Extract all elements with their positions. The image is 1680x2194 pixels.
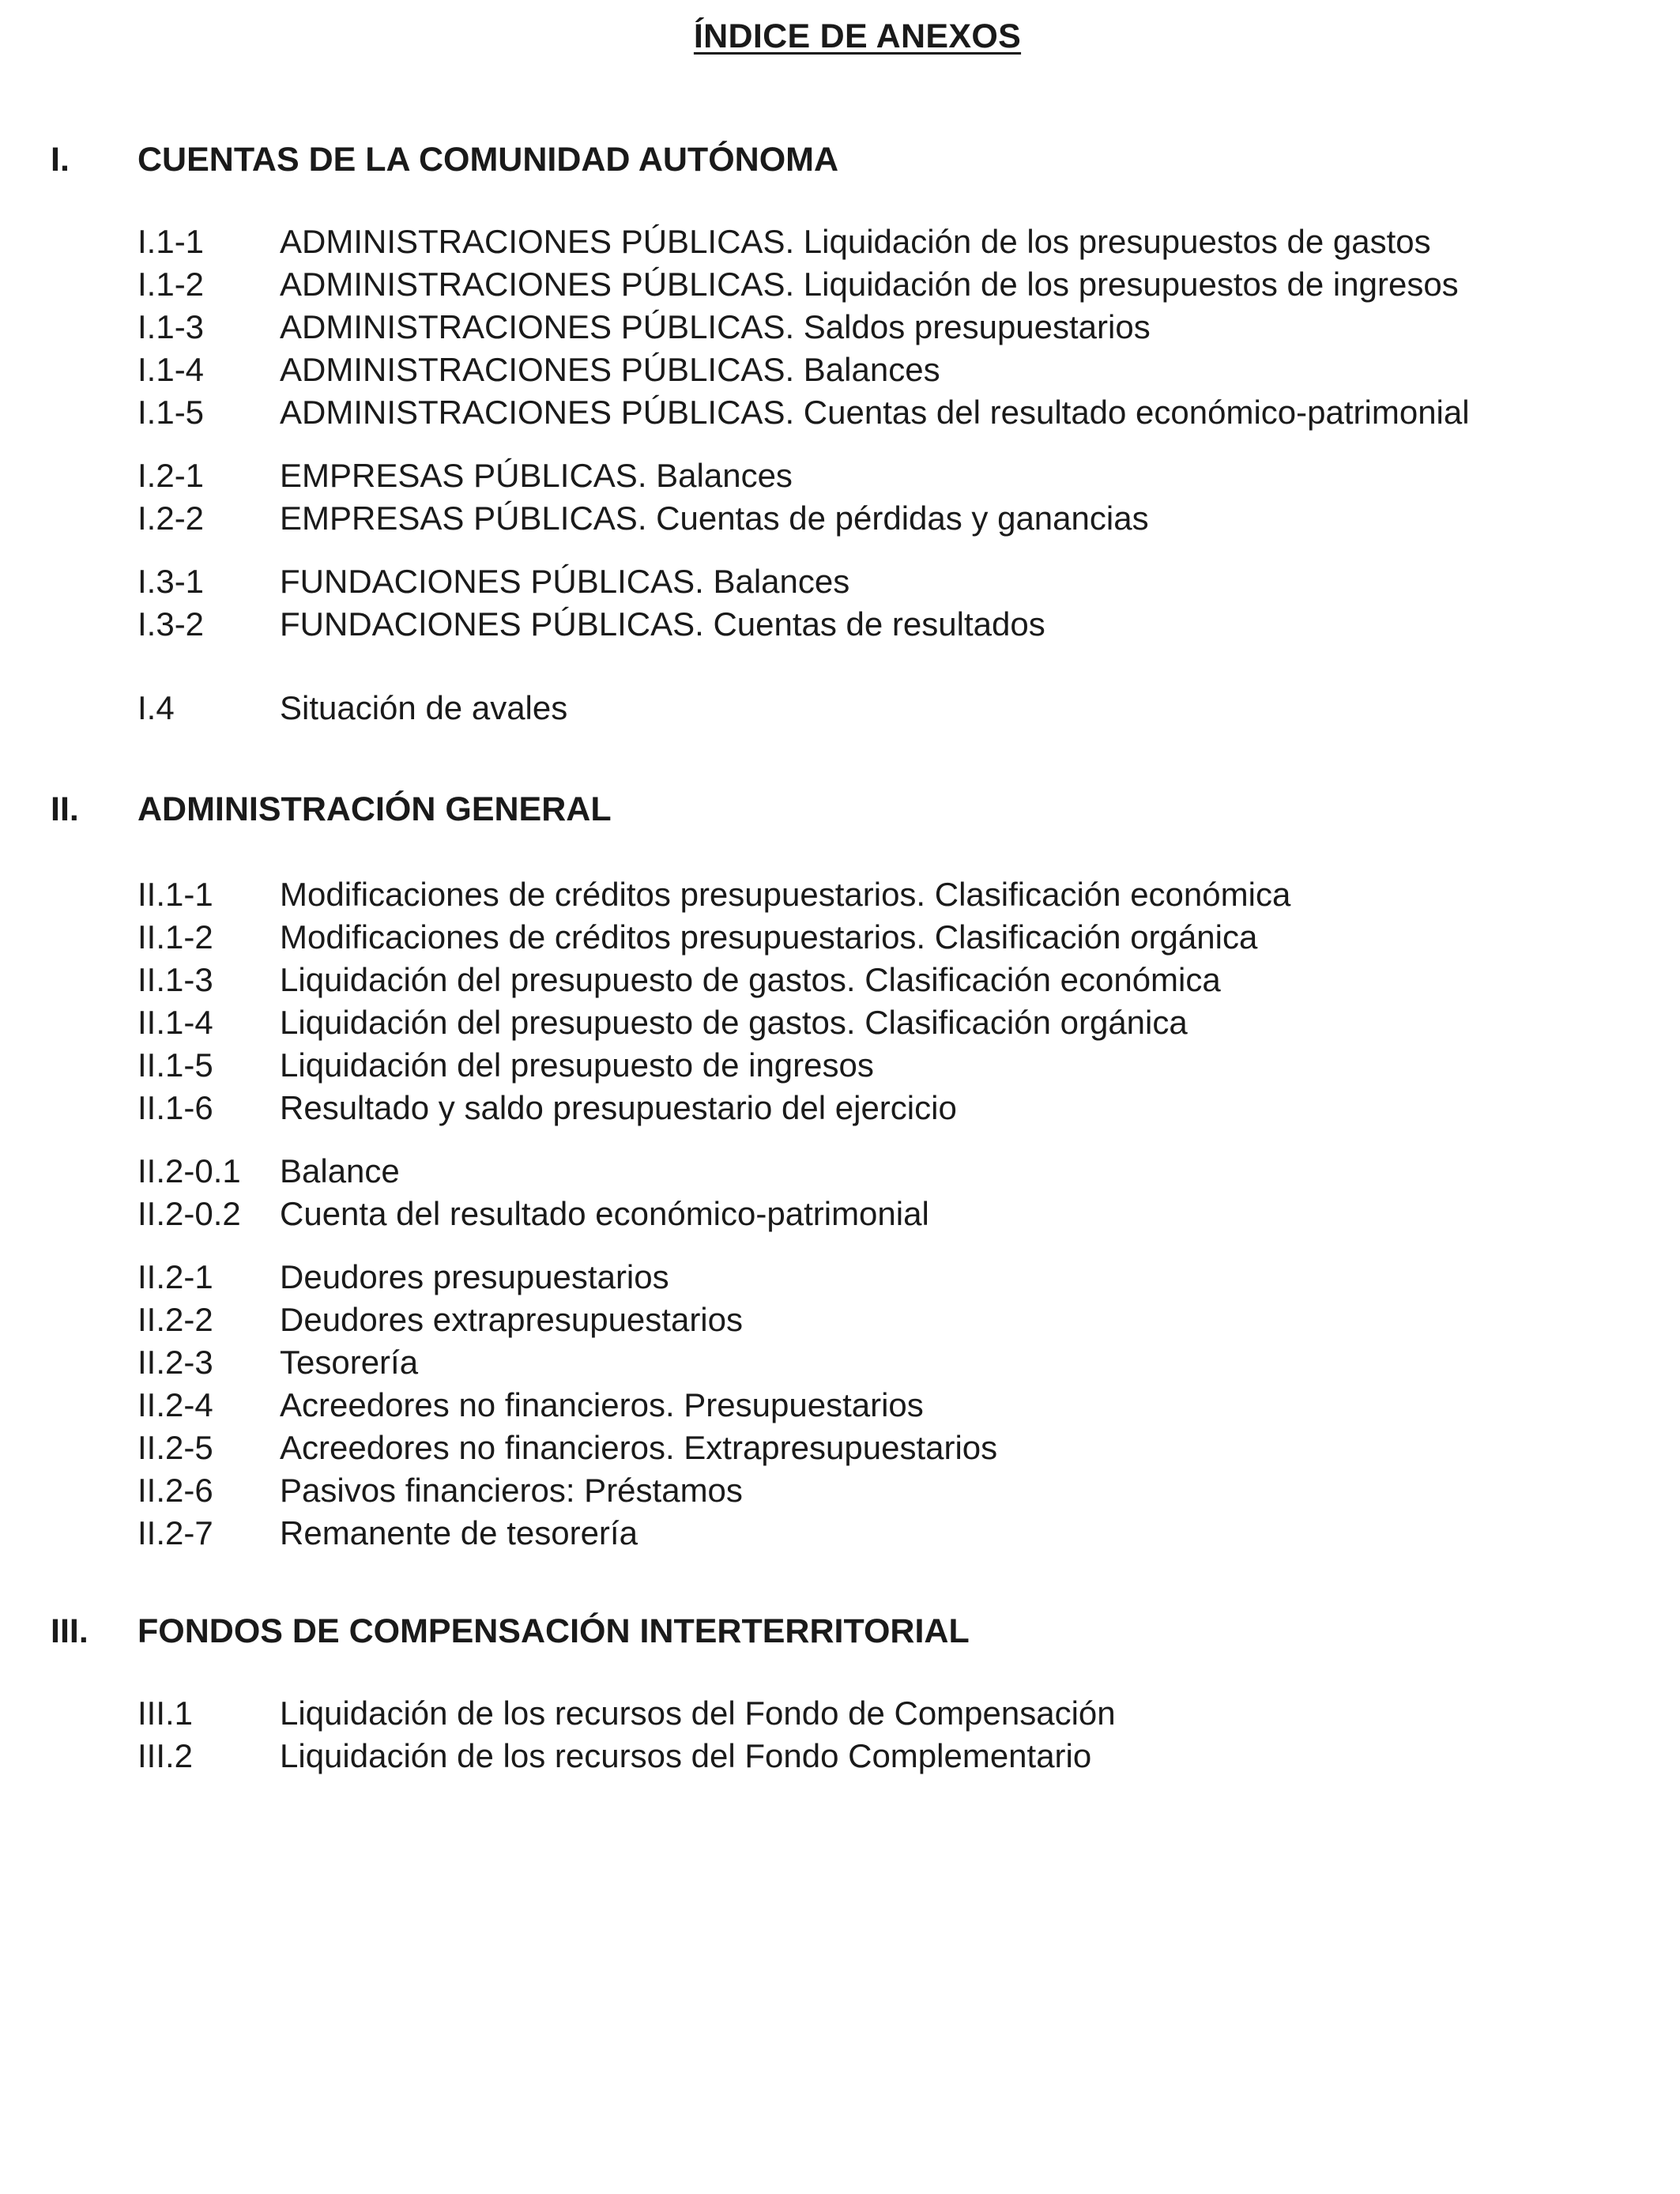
- annex-code: II.1-1: [137, 876, 213, 913]
- annex-code: I.1-3: [137, 308, 205, 345]
- annex-text: Balance: [280, 1152, 400, 1189]
- annex-text: ADMINISTRACIONES PÚBLICAS. Saldos presupuestarios: [280, 308, 1151, 345]
- annex-entry: [0, 1004, 1680, 1046]
- annex-code: II.2-6: [137, 1472, 213, 1509]
- annex-entry: [0, 1344, 1680, 1386]
- annex-group: [0, 876, 1680, 1132]
- section-title: ADMINISTRACIÓN GENERAL: [137, 790, 612, 828]
- annex-text: Liquidación de los recursos del Fondo de Compensación: [280, 1695, 1116, 1732]
- annex-code: II.1-6: [137, 1089, 213, 1126]
- annex-code: I.3-2: [137, 605, 205, 643]
- section-title: FONDOS DE COMPENSACIÓN INTERTERRITORIAL: [137, 1612, 970, 1650]
- annex-text: EMPRESAS PÚBLICAS. Balances: [280, 457, 793, 494]
- annex-entry: [0, 223, 1680, 266]
- section-number: III.: [51, 1612, 89, 1650]
- annex-text: Liquidación del presupuesto de ingresos: [280, 1046, 874, 1084]
- annex-entry: [0, 499, 1680, 542]
- annex-entry: [0, 1301, 1680, 1344]
- annex-text: Situación de avales: [280, 689, 568, 726]
- annex-group: [0, 223, 1680, 436]
- annex-code: II.1-2: [137, 918, 213, 956]
- annex-code: II.2-4: [137, 1386, 213, 1423]
- annex-entry: [0, 1429, 1680, 1472]
- annex-entry: [0, 1737, 1680, 1780]
- annex-text: FUNDACIONES PÚBLICAS. Cuentas de resultados: [280, 605, 1045, 643]
- annex-text: EMPRESAS PÚBLICAS. Cuentas de pérdidas y ganancias: [280, 499, 1149, 537]
- section-ii: [0, 790, 1680, 1557]
- annex-entry: [0, 1695, 1680, 1737]
- annex-entry: [0, 1046, 1680, 1089]
- section-iii: [0, 1612, 1680, 1780]
- annex-code: I.1-5: [137, 394, 205, 431]
- annex-code: III.1: [137, 1695, 194, 1732]
- annex-entry: [0, 1152, 1680, 1195]
- annex-code: II.2-7: [137, 1514, 213, 1551]
- annex-code: III.2: [137, 1737, 194, 1774]
- annex-text: Modificaciones de créditos presupuestarios. Clasificación orgánica: [280, 918, 1258, 956]
- annex-entry: [0, 1258, 1680, 1301]
- annex-code: II.1-4: [137, 1004, 213, 1041]
- annex-entry: [0, 266, 1680, 308]
- annex-group: [0, 1695, 1680, 1780]
- annex-text: Resultado y saldo presupuestario del ejercicio: [280, 1089, 957, 1126]
- annex-code: I.4: [137, 689, 175, 726]
- annex-text: Acreedores no financieros. Presupuestarios: [280, 1386, 924, 1423]
- annex-code: I.1-4: [137, 351, 205, 388]
- annex-code: I.1-2: [137, 266, 205, 303]
- annex-entry: [0, 1386, 1680, 1429]
- annex-code: II.2-5: [137, 1429, 213, 1466]
- annex-text: ADMINISTRACIONES PÚBLICAS. Balances: [280, 351, 940, 388]
- annex-text: FUNDACIONES PÚBLICAS. Balances: [280, 563, 850, 600]
- section-heading: [0, 790, 1680, 835]
- section-heading: [0, 1612, 1680, 1657]
- annex-entry: [0, 1514, 1680, 1557]
- section-i: [0, 141, 1680, 732]
- annex-entry: [0, 961, 1680, 1004]
- annex-entry: [0, 351, 1680, 394]
- annex-text: Remanente de tesorería: [280, 1514, 638, 1551]
- section-number: I.: [51, 141, 70, 179]
- annex-text: ADMINISTRACIONES PÚBLICAS. Liquidación de los presupuestos de ingresos: [280, 266, 1459, 303]
- annex-code: II.2-0.2: [137, 1195, 241, 1232]
- annex-entry: [0, 457, 1680, 499]
- annex-text: Liquidación del presupuesto de gastos. Clasificación orgánica: [280, 1004, 1188, 1041]
- annex-text: ADMINISTRACIONES PÚBLICAS. Cuentas del resultado económico-patrimonial: [280, 394, 1470, 431]
- annex-group: [0, 689, 1680, 732]
- annex-code: II.1-3: [137, 961, 213, 998]
- annex-code: I.2-2: [137, 499, 205, 537]
- annex-entry: [0, 394, 1680, 436]
- annex-entry: [0, 876, 1680, 918]
- annex-text: Modificaciones de créditos presupuestarios. Clasificación económica: [280, 876, 1291, 913]
- annex-code: I.2-1: [137, 457, 205, 494]
- annex-entry: [0, 1472, 1680, 1514]
- annex-code: II.2-3: [137, 1344, 213, 1381]
- annex-text: Deudores presupuestarios: [280, 1258, 669, 1295]
- annex-code: I.1-1: [137, 223, 205, 260]
- annex-code: II.2-2: [137, 1301, 213, 1338]
- annex-text: Acreedores no financieros. Extrapresupuestarios: [280, 1429, 998, 1466]
- annex-code: I.3-1: [137, 563, 205, 600]
- section-number: II.: [51, 790, 79, 828]
- annex-group: [0, 457, 1680, 542]
- annex-text: Pasivos financieros: Préstamos: [280, 1472, 743, 1509]
- annex-text: Cuenta del resultado económico-patrimonial: [280, 1195, 929, 1232]
- annex-entry: [0, 308, 1680, 351]
- annex-text: Liquidación de los recursos del Fondo Complementario: [280, 1737, 1092, 1774]
- annex-text: Liquidación del presupuesto de gastos. Clasificación económica: [280, 961, 1221, 998]
- annex-text: ADMINISTRACIONES PÚBLICAS. Liquidación de los presupuestos de gastos: [280, 223, 1431, 260]
- annex-entry: [0, 1089, 1680, 1132]
- annex-text: Tesorería: [280, 1344, 419, 1381]
- annex-entry: [0, 1195, 1680, 1238]
- document-title: ÍNDICE DE ANEXOS: [693, 17, 1022, 55]
- section-heading: [0, 141, 1680, 185]
- annex-code: II.2-1: [137, 1258, 213, 1295]
- annex-code: II.1-5: [137, 1046, 213, 1084]
- section-title: CUENTAS DE LA COMUNIDAD AUTÓNOMA: [137, 141, 839, 179]
- annex-group: [0, 1152, 1680, 1238]
- annex-entry: [0, 918, 1680, 961]
- annex-group: [0, 1258, 1680, 1557]
- annex-entry: [0, 605, 1680, 648]
- annex-entry: [0, 689, 1680, 732]
- annex-group: [0, 563, 1680, 648]
- annex-entry: [0, 563, 1680, 605]
- annex-text: Deudores extrapresupuestarios: [280, 1301, 743, 1338]
- annex-code: II.2-0.1: [137, 1152, 241, 1189]
